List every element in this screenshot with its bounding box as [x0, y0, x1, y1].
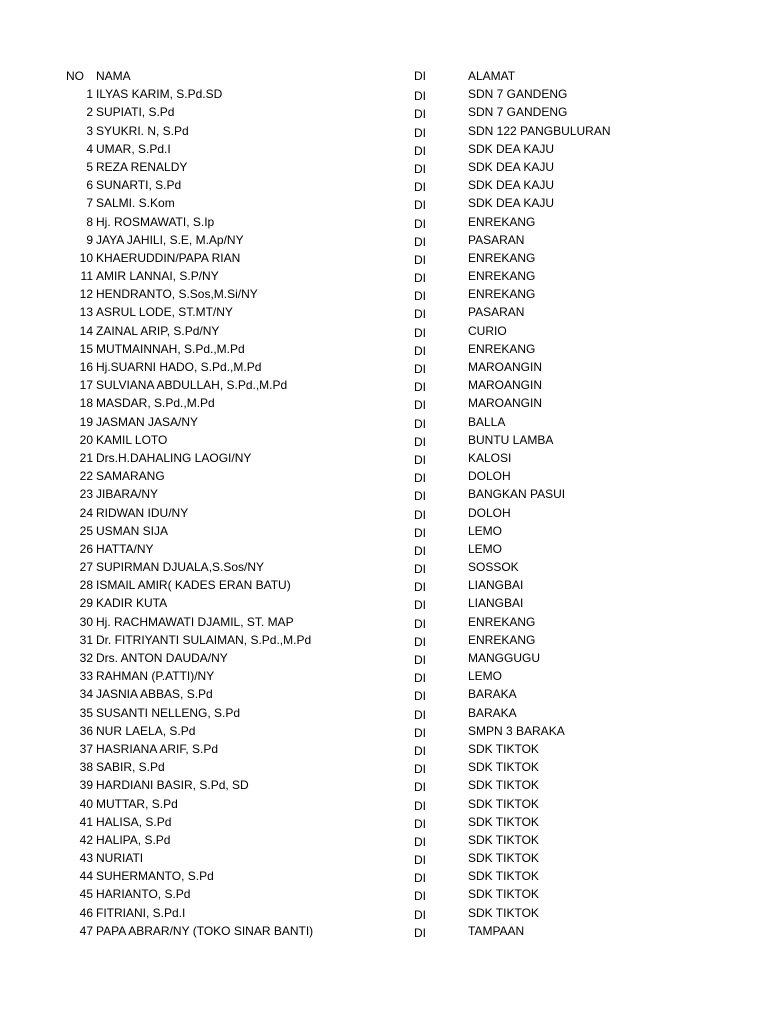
no-cell: 29 [79, 596, 93, 611]
header-nama: NAMA [96, 69, 131, 83]
table-row [0, 740, 768, 758]
no-cell: 41 [79, 814, 93, 829]
nama-cell: HATTA/NY [96, 541, 154, 556]
alamat-cell: ENREKANG [468, 614, 536, 629]
di-cell: DI [414, 216, 426, 231]
table-row [0, 467, 768, 485]
alamat-cell: SDK TIKTOK [468, 814, 539, 829]
nama-cell: HARIANTO, S.Pd [96, 887, 191, 902]
di-cell: DI [414, 871, 426, 886]
di-cell: DI [414, 834, 426, 849]
alamat-cell: SDN 122 PANGBULURAN [468, 123, 611, 138]
alamat-cell: SDK TIKTOK [468, 778, 539, 793]
nama-cell: ISMAIL AMIR( KADES ERAN BATU) [96, 578, 291, 593]
nama-cell: SUHERMANTO, S.Pd [96, 869, 214, 884]
no-cell: 11 [80, 269, 93, 284]
no-cell: 9 [86, 232, 93, 247]
nama-cell: HASRIANA ARIF, S.Pd [96, 741, 219, 756]
nama-cell: SAMARANG [96, 469, 165, 484]
no-cell: 28 [79, 578, 93, 593]
nama-cell: ZAINAL ARIP, S.Pd/NY [96, 323, 220, 338]
table-row [0, 176, 768, 194]
table-row [0, 85, 768, 103]
table-row [0, 158, 768, 176]
di-cell: DI [414, 907, 426, 922]
no-cell: 13 [79, 305, 93, 320]
alamat-cell: MAROANGIN [468, 378, 543, 393]
di-cell: DI [414, 289, 426, 304]
alamat-cell: SDN 7 GANDENG [468, 105, 568, 120]
nama-cell: JASNIA ABBAS, S.Pd [96, 687, 213, 702]
no-cell: 44 [79, 869, 93, 884]
no-cell: 8 [86, 214, 93, 229]
alamat-cell: SMPN 3 BARAKA [468, 723, 565, 738]
di-cell: DI [414, 889, 426, 904]
alamat-cell: ENREKANG [468, 341, 536, 356]
nama-cell: Hj. RACHMAWATI DJAMIL, ST. MAP [96, 614, 294, 629]
no-cell: 22 [79, 469, 93, 484]
alamat-cell: TAMPAAN [468, 923, 525, 938]
nama-cell: AMIR LANNAI, S.P/NY [96, 269, 219, 284]
nama-cell: SABIR, S.Pd [96, 760, 165, 775]
alamat-cell: SDK TIKTOK [468, 832, 539, 847]
no-cell: 25 [79, 523, 93, 538]
table-body [0, 85, 768, 940]
no-cell: 16 [79, 360, 93, 374]
table-row [0, 122, 768, 140]
di-cell: DI [414, 562, 426, 577]
alamat-cell: SDK TIKTOK [468, 869, 539, 884]
nama-cell: SULVIANA ABDULLAH, S.Pd.,M.Pd [96, 378, 288, 393]
no-cell: 33 [79, 669, 93, 684]
table-row [0, 340, 768, 358]
table-row [0, 103, 768, 121]
nama-cell: KADIR KUTA [96, 596, 168, 611]
di-cell: DI [414, 707, 426, 722]
alamat-cell: LEMO [468, 523, 503, 538]
alamat-cell: SDK TIKTOK [468, 887, 539, 902]
invitation-list-sheet [0, 67, 768, 940]
alamat-cell: BUNTU LAMBA [468, 432, 554, 447]
di-cell: DI [414, 398, 426, 413]
di-cell: DI [414, 489, 426, 504]
table-row [0, 394, 768, 412]
no-cell: 7 [86, 196, 93, 211]
alamat-cell: SDK DEA KAJU [468, 141, 555, 156]
nama-cell: MASDAR, S.Pd.,M.Pd [96, 396, 215, 411]
di-cell: DI [414, 653, 426, 667]
di-cell: DI [414, 452, 426, 467]
table-row [0, 704, 768, 722]
nama-cell: SALMI. S.Kom [96, 196, 175, 211]
no-cell: 42 [79, 832, 93, 847]
no-cell: 37 [79, 741, 93, 756]
table-row [0, 631, 768, 649]
header-row [0, 67, 768, 85]
no-cell: 39 [79, 778, 93, 793]
di-cell: DI [414, 543, 426, 558]
nama-cell: HARDIANI BASIR, S.Pd, SD [96, 778, 249, 793]
di-cell: DI [414, 180, 426, 195]
nama-cell: USMAN SIJA [96, 523, 169, 538]
alamat-cell: SDK TIKTOK [468, 760, 539, 775]
table-row [0, 413, 768, 431]
no-cell: 1 [86, 87, 93, 102]
no-cell: 31 [79, 632, 93, 647]
table-row [0, 758, 768, 776]
alamat-cell: BANGKAN PASUI [468, 487, 566, 502]
table-row [0, 922, 768, 940]
nama-cell: Hj.SUARNI HADO, S.Pd.,M.Pd [96, 360, 262, 374]
alamat-cell: ENREKANG [468, 287, 536, 302]
nama-cell: KAMIL LOTO [96, 432, 168, 447]
nama-cell: Drs. ANTON DAUDA/NY [96, 651, 228, 665]
di-cell: DI [414, 107, 426, 122]
no-cell: 30 [79, 614, 93, 629]
nama-cell: Hj. ROSMAWATI, S.Ip [96, 214, 215, 229]
alamat-cell: MANGGUGU [468, 651, 540, 665]
di-cell: DI [414, 507, 426, 522]
nama-cell: SUNARTI, S.Pd [96, 178, 182, 193]
table-row [0, 194, 768, 212]
di-cell: DI [414, 634, 426, 649]
no-cell: 17 [79, 378, 93, 393]
alamat-cell: DOLOH [468, 469, 511, 484]
nama-cell: SUSANTI NELLENG, S.Pd [96, 705, 241, 720]
table-row [0, 303, 768, 321]
header-alamat: ALAMAT [468, 69, 516, 83]
alamat-cell: SDK TIKTOK [468, 905, 539, 920]
no-cell: 15 [79, 341, 93, 356]
alamat-cell: SDK DEA KAJU [468, 159, 555, 174]
alamat-cell: ENREKANG [468, 250, 536, 265]
alamat-cell: LIANGBAI [468, 578, 524, 593]
nama-cell: ILYAS KARIM, S.Pd.SD [96, 87, 223, 102]
no-cell: 32 [79, 651, 93, 665]
nama-cell: SUPIATI, S.Pd [96, 105, 175, 120]
nama-cell: RAHMAN (P.ATTI)/NY [96, 669, 215, 684]
table-row [0, 576, 768, 594]
di-cell: DI [414, 234, 426, 249]
alamat-cell: MAROANGIN [468, 360, 543, 374]
no-cell: 34 [79, 687, 93, 702]
table-row [0, 594, 768, 612]
table-row [0, 813, 768, 831]
alamat-cell: SDK TIKTOK [468, 796, 539, 811]
nama-cell: MUTTAR, S.Pd [96, 796, 178, 811]
di-cell: DI [414, 780, 426, 795]
alamat-cell: BALLA [468, 414, 506, 429]
nama-cell: REZA RENALDY [96, 159, 188, 174]
di-cell: DI [414, 471, 426, 486]
no-cell: 23 [79, 487, 93, 502]
di-cell: DI [414, 689, 426, 704]
nama-cell: UMAR, S.Pd.I [96, 141, 171, 156]
header-di: DI [414, 69, 426, 83]
alamat-cell: ENREKANG [468, 269, 536, 284]
table-row [0, 667, 768, 685]
table-row [0, 885, 768, 903]
no-cell: 45 [79, 887, 93, 902]
di-cell: DI [414, 434, 426, 449]
table-row [0, 285, 768, 303]
table-row [0, 140, 768, 158]
alamat-cell: SDN 7 GANDENG [468, 87, 568, 102]
table-row [0, 722, 768, 740]
no-cell: 19 [79, 414, 93, 429]
di-cell: DI [414, 380, 426, 395]
nama-cell: FITRIANI, S.Pd.I [96, 905, 186, 920]
di-cell: DI [414, 161, 426, 176]
no-cell: 10 [79, 250, 93, 265]
di-cell: DI [414, 525, 426, 540]
alamat-cell: LIANGBAI [468, 596, 524, 611]
table-row [0, 322, 768, 340]
di-cell: DI [414, 362, 426, 376]
table-row [0, 522, 768, 540]
no-cell: 21 [79, 450, 93, 465]
di-cell: DI [414, 743, 426, 758]
nama-cell: Drs.H.DAHALING LAOGI/NY [96, 450, 252, 465]
table-row [0, 358, 768, 376]
nama-cell: KHAERUDDIN/PAPA RIAN [96, 250, 241, 265]
nama-cell: HENDRANTO, S.Sos,M.Si/NY [96, 287, 258, 302]
di-cell: DI [414, 125, 426, 140]
di-cell: DI [414, 725, 426, 740]
table-row [0, 831, 768, 849]
alamat-cell: PASARAN [468, 232, 525, 247]
no-cell: 20 [79, 432, 93, 447]
no-cell: 5 [86, 159, 93, 174]
alamat-cell: ENREKANG [468, 214, 536, 229]
table-row [0, 649, 768, 667]
table-row [0, 867, 768, 885]
no-cell: 3 [86, 123, 93, 138]
alamat-cell: ENREKANG [468, 632, 536, 647]
alamat-cell: BARAKA [468, 687, 517, 702]
no-cell: 46 [79, 905, 93, 920]
nama-cell: MUTMAINNAH, S.Pd.,M.Pd [96, 341, 245, 356]
table-row [0, 504, 768, 522]
di-cell: DI [414, 925, 426, 940]
no-cell: 43 [79, 851, 93, 866]
table-row [0, 267, 768, 285]
alamat-cell: KALOSI [468, 450, 512, 465]
alamat-cell: SDK DEA KAJU [468, 196, 555, 211]
di-cell: DI [414, 271, 426, 286]
nama-cell: Dr. FITRIYANTI SULAIMAN, S.Pd.,M.Pd [96, 632, 312, 647]
table-row [0, 540, 768, 558]
alamat-cell: MAROANGIN [468, 396, 543, 411]
di-cell: DI [414, 762, 426, 777]
no-cell: 6 [86, 178, 93, 193]
alamat-cell: SDK TIKTOK [468, 851, 539, 866]
table-row [0, 613, 768, 631]
table-row [0, 376, 768, 394]
table-row [0, 904, 768, 922]
di-cell: DI [414, 343, 426, 358]
no-cell: 36 [79, 723, 93, 738]
nama-cell: HALISA, S.Pd [96, 814, 172, 829]
di-cell: DI [414, 616, 426, 631]
di-cell: DI [414, 798, 426, 813]
alamat-cell: BARAKA [468, 705, 517, 720]
header-no: NO [66, 69, 84, 83]
no-cell: 26 [79, 541, 93, 556]
no-cell: 18 [79, 396, 93, 411]
table-row [0, 776, 768, 794]
di-cell: DI [414, 325, 426, 340]
di-cell: DI [414, 416, 426, 431]
table-row [0, 558, 768, 576]
di-cell: DI [414, 816, 426, 831]
di-cell: DI [414, 598, 426, 613]
di-cell: DI [414, 252, 426, 267]
no-cell: 27 [79, 560, 93, 575]
di-cell: DI [414, 580, 426, 595]
table-row [0, 431, 768, 449]
nama-cell: ASRUL LODE, ST.MT/NY [96, 305, 233, 320]
nama-cell: NUR LAELA, S.Pd [96, 723, 196, 738]
nama-cell: HALIPA, S.Pd [96, 832, 171, 847]
alamat-cell: CURIO [468, 323, 507, 338]
di-cell: DI [414, 198, 426, 213]
alamat-cell: PASARAN [468, 305, 525, 320]
di-cell: DI [414, 853, 426, 868]
nama-cell: SUPIRMAN DJUALA,S.Sos/NY [96, 560, 265, 575]
no-cell: 4 [86, 141, 93, 156]
nama-cell: SYUKRI. N, S.Pd [96, 123, 189, 138]
no-cell: 12 [79, 287, 93, 302]
table-row [0, 213, 768, 231]
di-cell: DI [414, 143, 426, 158]
table-row [0, 449, 768, 467]
no-cell: 24 [79, 505, 93, 520]
nama-cell: NURIATI [96, 851, 144, 866]
no-cell: 2 [86, 105, 93, 120]
di-cell: DI [414, 89, 426, 104]
alamat-cell: SOSSOK [468, 560, 519, 575]
table-row [0, 485, 768, 503]
di-cell: DI [414, 671, 426, 686]
table-row [0, 849, 768, 867]
alamat-cell: LEMO [468, 541, 503, 556]
nama-cell: JAYA JAHILI, S.E, M.Ap/NY [96, 232, 244, 247]
no-cell: 14 [79, 323, 93, 338]
no-cell: 35 [79, 705, 93, 720]
table-row [0, 685, 768, 703]
di-cell: DI [414, 307, 426, 322]
alamat-cell: LEMO [468, 669, 503, 684]
alamat-cell: DOLOH [468, 505, 511, 520]
alamat-cell: SDK TIKTOK [468, 741, 539, 756]
no-cell: 47 [79, 923, 93, 938]
no-cell: 40 [79, 796, 93, 811]
alamat-cell: SDK DEA KAJU [468, 178, 555, 193]
table-row [0, 249, 768, 267]
table-row [0, 795, 768, 813]
table-row [0, 231, 768, 249]
no-cell: 38 [79, 760, 93, 775]
nama-cell: RIDWAN IDU/NY [96, 505, 189, 520]
nama-cell: JASMAN JASA/NY [96, 414, 199, 429]
nama-cell: PAPA ABRAR/NY (TOKO SINAR BANTI) [96, 923, 314, 938]
nama-cell: JIBARA/NY [96, 487, 159, 502]
